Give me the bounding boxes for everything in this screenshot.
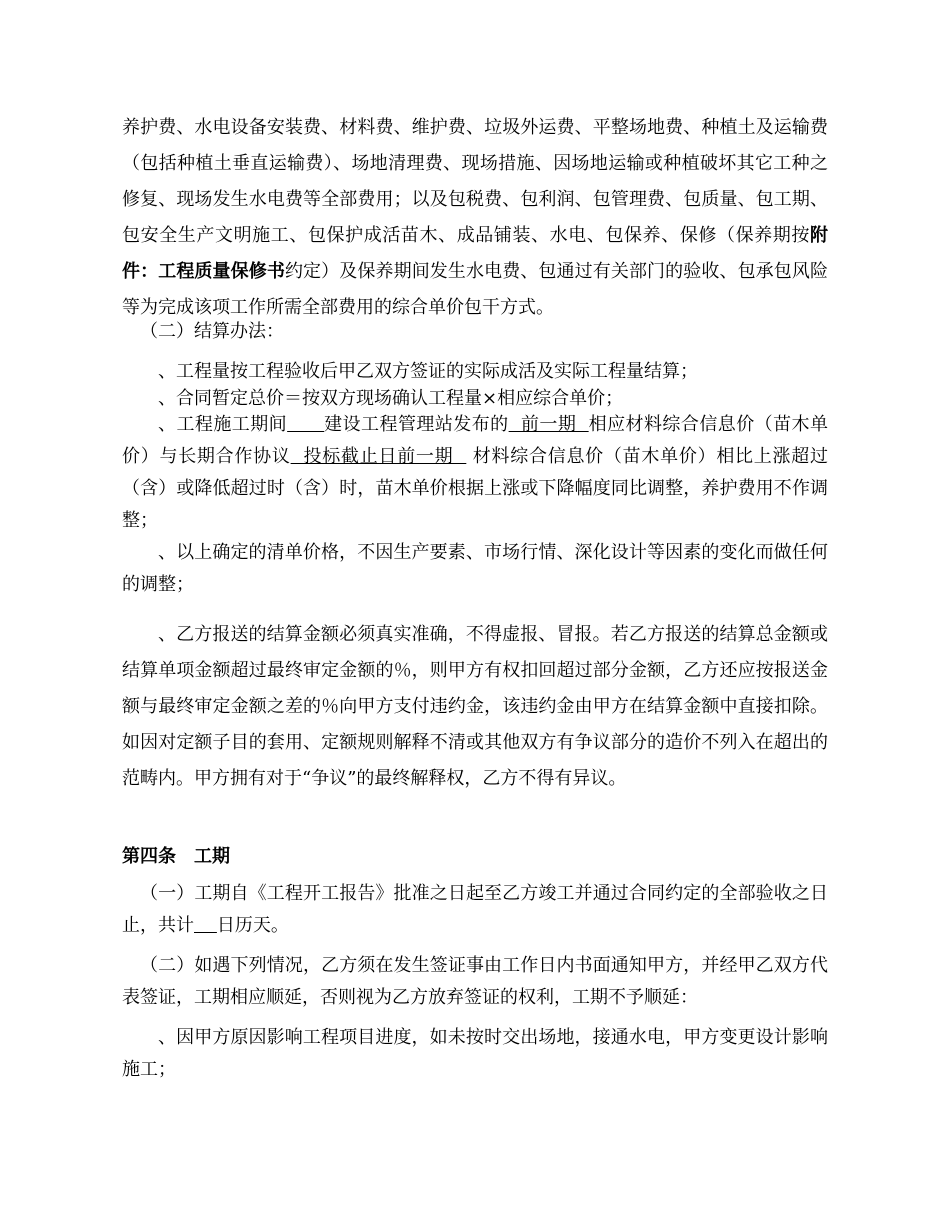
settlement-item-3: 、工程施工期间 建设工程管理站发布的 前一期 相应材料综合信息价（苗木单价）与长期合作协议 投标截止日前一期 材料综合信息价（苗木单价）相比上涨超过（含）或降低超过时（含）时，苗木单价根据上涨或下降幅度同比调整，养护费用不作调整； [122,414,829,531]
period-field: 前一期 [508,414,589,435]
article-4-p3: 、因甲方原因影响工程项目进度，如未按时交出场地，接通水电，甲方变更设计影响施工； [122,1027,828,1080]
settlement-heading: （二）结算办法： [140,321,284,342]
fees-text-2: 约定）及保养期间发生水电费、包通过有关部门的验收、包承包风险等为完成该项工作所需全部费用的综合单价包干方式。 [122,261,829,318]
blank-field [287,414,324,435]
fees-text-1: 养护费、水电设备安装费、材料费、维护费、垃圾外运费、平整场地费、种植土及运输费（包括种植土垂直运输费）、场地清理费、现场措施、因场地运输或种植破坏其它工种之修复、现场发生水电费等全部费用；以及包税费、包利润、包管理费、包质量、包工期、包安全生产文明施工、包保护成活苗木、成品铺装、水电、包保养、保修（保养期按 [122,117,828,246]
article-4-title: 第四条 工期 [122,846,230,867]
fees-paragraph [122,110,828,326]
calendar-days-field [194,915,217,936]
article-4-p1: （一）工期自《工程开工报告》批准之日起至乙方竣工并通过合同约定的全部验收之日止，共计 日历天。 [122,883,828,936]
warranty-attachment-ref: 附件：工程质量保修书 [122,225,828,282]
settlement-item-5: 、乙方报送的结算金额必须真实准确，不得虚报、冒报。若乙方报送的结算总金额或结算单项金额超过最终审定金额的％，则甲方有权扣回超过部分金额，乙方还应按报送金额与最终审定金额之差的％向甲方支付违约金，该违约金由甲方在结算金额中直接扣除。如因对定额子目的套用、定额规则解释不清或其他双方有争议部分的造价不列入在超出的范畴内。甲方拥有对于“争议”的最终解释权，乙方不得有异议。 [122,624,828,789]
settlement-item-2: 、合同暂定总价＝按双方现场确认工程量×相应综合单价； [158,388,624,409]
settlement-items-1-2 [122,358,828,412]
article-4-p2: （二）如遇下列情况，乙方须在发生签证事由工作日内书面通知甲方，并经甲乙双方代表签证，工期相应顺延，否则视为乙方放弃签证的权利，工期不予顺延： [122,955,828,1008]
settlement-item-1: 、工程量按工程验收后甲乙双方签证的实际成活及实际工程量结算； [158,361,698,382]
settlement-item-4: 、以上确定的清单价格，不因生产要素、市场行情、深化设计等因素的变化而做任何的调整； [122,542,828,595]
deadline-field: 投标截止日前一期 [290,446,467,467]
